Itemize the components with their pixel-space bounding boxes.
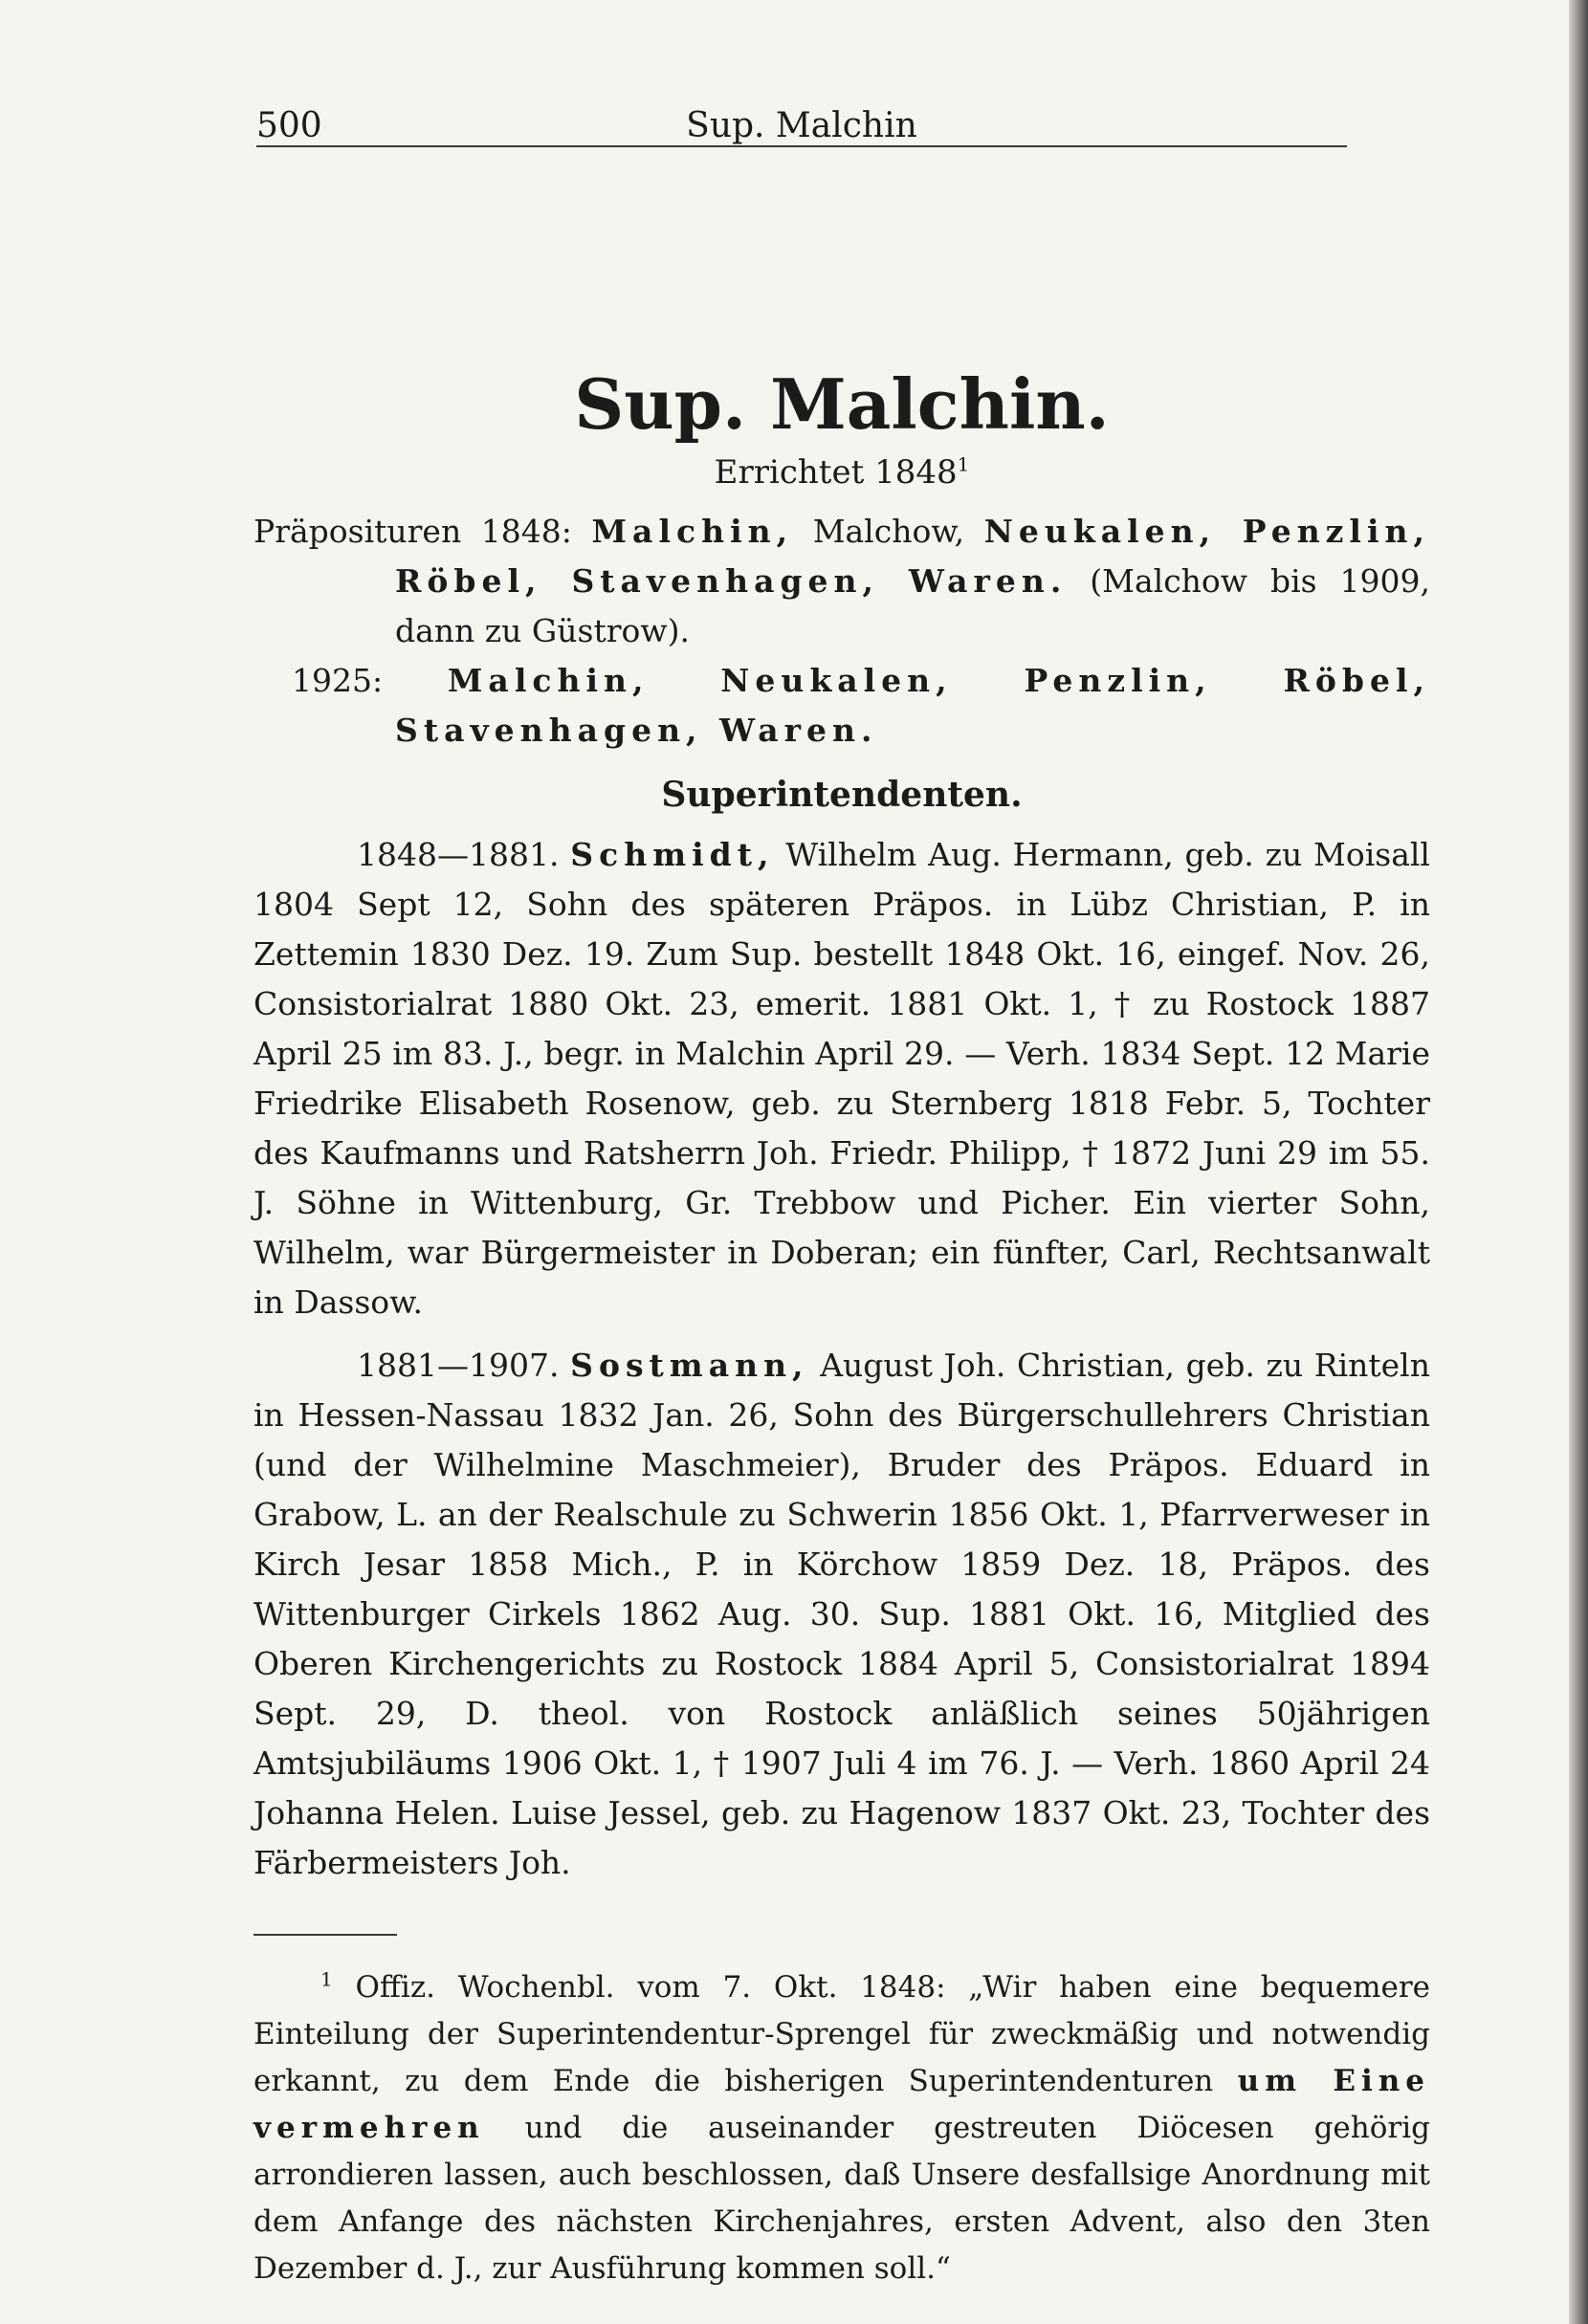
prepositures-1848-names-2: Neukalen, Penzlin, Röbel, Stavenhagen, Waren. (395, 513, 1430, 600)
prepositures-1925-names: Malchin, Neukalen, Penzlin, Röbel, Stavenhagen, Waren. (395, 662, 1430, 749)
entry-name: Sostmann, (570, 1347, 809, 1384)
entry-years: 1881—1907. (357, 1347, 560, 1384)
section-heading-superintendents: Superintendenten. (661, 775, 1023, 815)
footnote-text: Offiz. Wochenbl. vom 7. Okt. 1848: „Wir haben eine bequemere Einteilung der Superintendentur-Sprengel für zweckmäßig und notwendig erkannt, zu dem Ende die bisherigen Superintendenturen (254, 1970, 1430, 2098)
page-number: 500 (256, 106, 322, 145)
footnote-rule (254, 1934, 397, 1936)
prepositures-1848-names: Malchin, (591, 513, 794, 550)
prepositures-1925 (254, 656, 1430, 756)
prepositures-1848 (254, 507, 1430, 656)
footnote-spaced-text: um Eine vermehren (254, 2064, 1430, 2145)
entry-text: August Joh. Christian, geb. zu Rinteln in Hessen-Nassau 1832 Jan. 26, Sohn des Bürgerschullehrers Christian (und der Wilhelmine Maschmeier), Bruder des Präpos. Eduard in Grabow, L. an der Realschule zu Schwerin 1856 Okt. 1, Pfarrverweser in Kirch Jesar 1858 Mich., P. in Körchow 1859 Dez. 18, Präpos. des Wittenburger Cirkels 1862 Aug. 30. Sup. 1881 Okt. 16, Mitglied des Oberen Kirchengerichts zu Rostock 1884 April 5, Consistorialrat 1894 Sept. 29, D. theol. von Rostock anläßlich seines 50jährigen Amtsjubiläums 1906 Okt. 1, † 1907 Juli 4 im 76. J. — Verh. 1860 April 24 Johanna Helen. Luise Jessel, geb. zu Hagenow 1837 Okt. 23, Tochter des Färbermeisters Joh. (254, 1347, 1430, 1881)
entry-years: 1848—1881. (357, 836, 560, 873)
page-edge-shadow (1569, 0, 1588, 2324)
entry-name: Schmidt, (570, 836, 775, 873)
footnote-text-2: und die auseinander gestreuten Diöcesen gehörig arrondieren lassen, auch beschlossen, daß Unsere desfallsige Anordnung mit dem Anfange des nächsten Kirchenjahres, ersten Advent, also den 3ten Dezember d. J., zur Ausführung kommen soll.“ (254, 2111, 1430, 2286)
prepositures-1848-label: Präposituren 1848: (254, 513, 572, 550)
prepositures-1848-text: Malchow, (793, 513, 984, 550)
footnote-reference: 1 (957, 452, 970, 476)
entry-text: Wilhelm Aug. Hermann, geb. zu Moisall 1804 Sept 12, Sohn des späteren Präpos. in Lübz Christian, P. in Zettemin 1830 Dez. 19. Zum Sup. bestellt 1848 Okt. 16, eingef. Nov. 26, Consistorialrat 1880 Okt. 23, emerit. 1881 Okt. 1, † zu Rostock 1887 April 25 im 83. J., begr. in Malchin April 29. — Verh. 1834 Sept. 12 Marie Friedrike Elisabeth Rosenow, geb. zu Sternberg 1818 Febr. 5, Tochter des Kaufmanns und Ratsherrn Joh. Friedr. Philipp, † 1872 Juni 29 im 55. J. Söhne in Wittenburg, Gr. Trebbow und Picher. Ein vierter Sohn, Wilhelm, war Bürgermeister in Doberan; ein fünfter, Carl, Rechtsanwalt in Dassow. (254, 836, 1430, 1321)
subtitle-text: Errichtet 1848 (714, 453, 958, 492)
header-rule (256, 145, 1347, 147)
entry-schmidt (254, 830, 1430, 1327)
footnote-marker: 1 (320, 1967, 333, 1991)
page-content (254, 362, 1430, 2292)
chapter-subtitle (254, 448, 1430, 497)
running-title: Sup. Malchin (686, 106, 917, 145)
chapter-title: Sup. Malchin. (574, 363, 1110, 445)
prepositures-1848-note: (Malchow bis 1909, dann zu Güstrow). (395, 562, 1430, 649)
prepositures-1925-label: 1925: (292, 662, 384, 699)
footnote (254, 1964, 1430, 2292)
entry-sostmann (254, 1341, 1430, 1888)
